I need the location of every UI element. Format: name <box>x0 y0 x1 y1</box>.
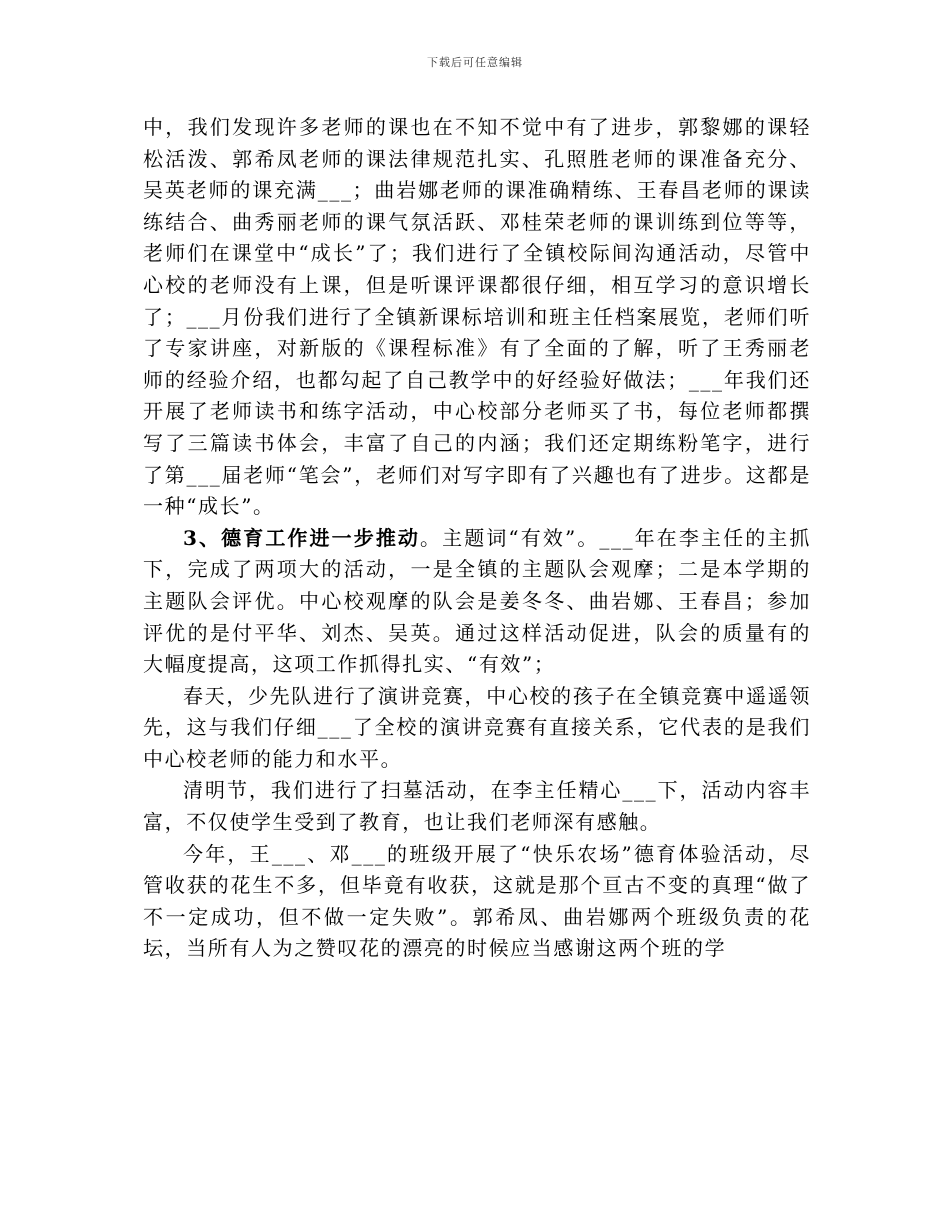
paragraph-5 <box>143 839 811 965</box>
paragraph-3 <box>143 681 811 776</box>
paragraph-4-text: 清明节，我们进行了扫墓活动，在李主任精心___下，活动内容丰富，不仅使学生受到了教育，也让我们老师深有感触。 <box>143 778 811 835</box>
paragraph-5-text: 今年，王___、邓___的班级开展了“快乐农场”德育体验活动，尽管收获的花生不多，但毕竟有收获，这就是那个亘古不变的真理“做了不一定成功，但不做一定失败”。郭希凤、曲岩娜两个班级负责的花坛，当所有人为之赞叹花的漂亮的时候应当感谢这两个班的学 <box>143 841 811 961</box>
section-heading: 3、德育工作进一步推动 <box>183 525 421 550</box>
paragraph-2 <box>143 523 811 681</box>
paragraph-1-text: 中，我们发现许多老师的课也在不知不觉中有了进步，郭黎娜的课轻松活泼、郭希凤老师的课法律规范扎实、孔照胜老师的课准备充分、吴英老师的课充满___；曲岩娜老师的课准确精练、王春昌老师的课读练结合、曲秀丽老师的课气氛活跃、邓桂荣老师的课训练到位等等，老师们在课堂中“成长”了；我们进行了全镇校际间沟通活动，尽管中心校的老师没有上课，但是听课评课都很仔细，相互学习的意识增长了；___月份我们进行了全镇新课标培训和班主任档案展览，老师们听了专家讲座，对新版的《课程标准》有了全面的了解，听了王秀丽老师的经验介绍，也都勾起了自己教学中的好经验好做法；___年我们还开展了老师读书和练字活动，中心校部分老师买了书，每位老师都撰写了三篇读书体会，丰富了自己的内涵；我们还定期练粉笔字，进行了第___届老师“笔会”，老师们对写字即有了兴趣也有了进步。这都是一种“成长”。 <box>143 115 811 519</box>
paragraph-3-text: 春天，少先队进行了演讲竞赛，中心校的孩子在全镇竞赛中遥遥领先，这与我们仔细___了全校的演讲竞赛有直接关系，它代表的是我们中心校老师的能力和水平。 <box>143 683 811 771</box>
document-body <box>143 112 811 965</box>
paragraph-1 <box>143 112 811 523</box>
page-header: 下载后可任意编辑 <box>427 56 523 69</box>
paragraph-4 <box>143 775 811 838</box>
paragraph-2-text: 。主题词“有效”。___年在李主任的主抓下，完成了两项大的活动，一是全镇的主题队会观摩；二是本学期的主题队会评优。中心校观摩的队会是姜冬冬、曲岩娜、王春昌；参加评优的是付平华、刘杰、吴英。通过这样活动促进，队会的质量有的大幅度提高，这项工作抓得扎实、“有效”； <box>143 525 811 677</box>
